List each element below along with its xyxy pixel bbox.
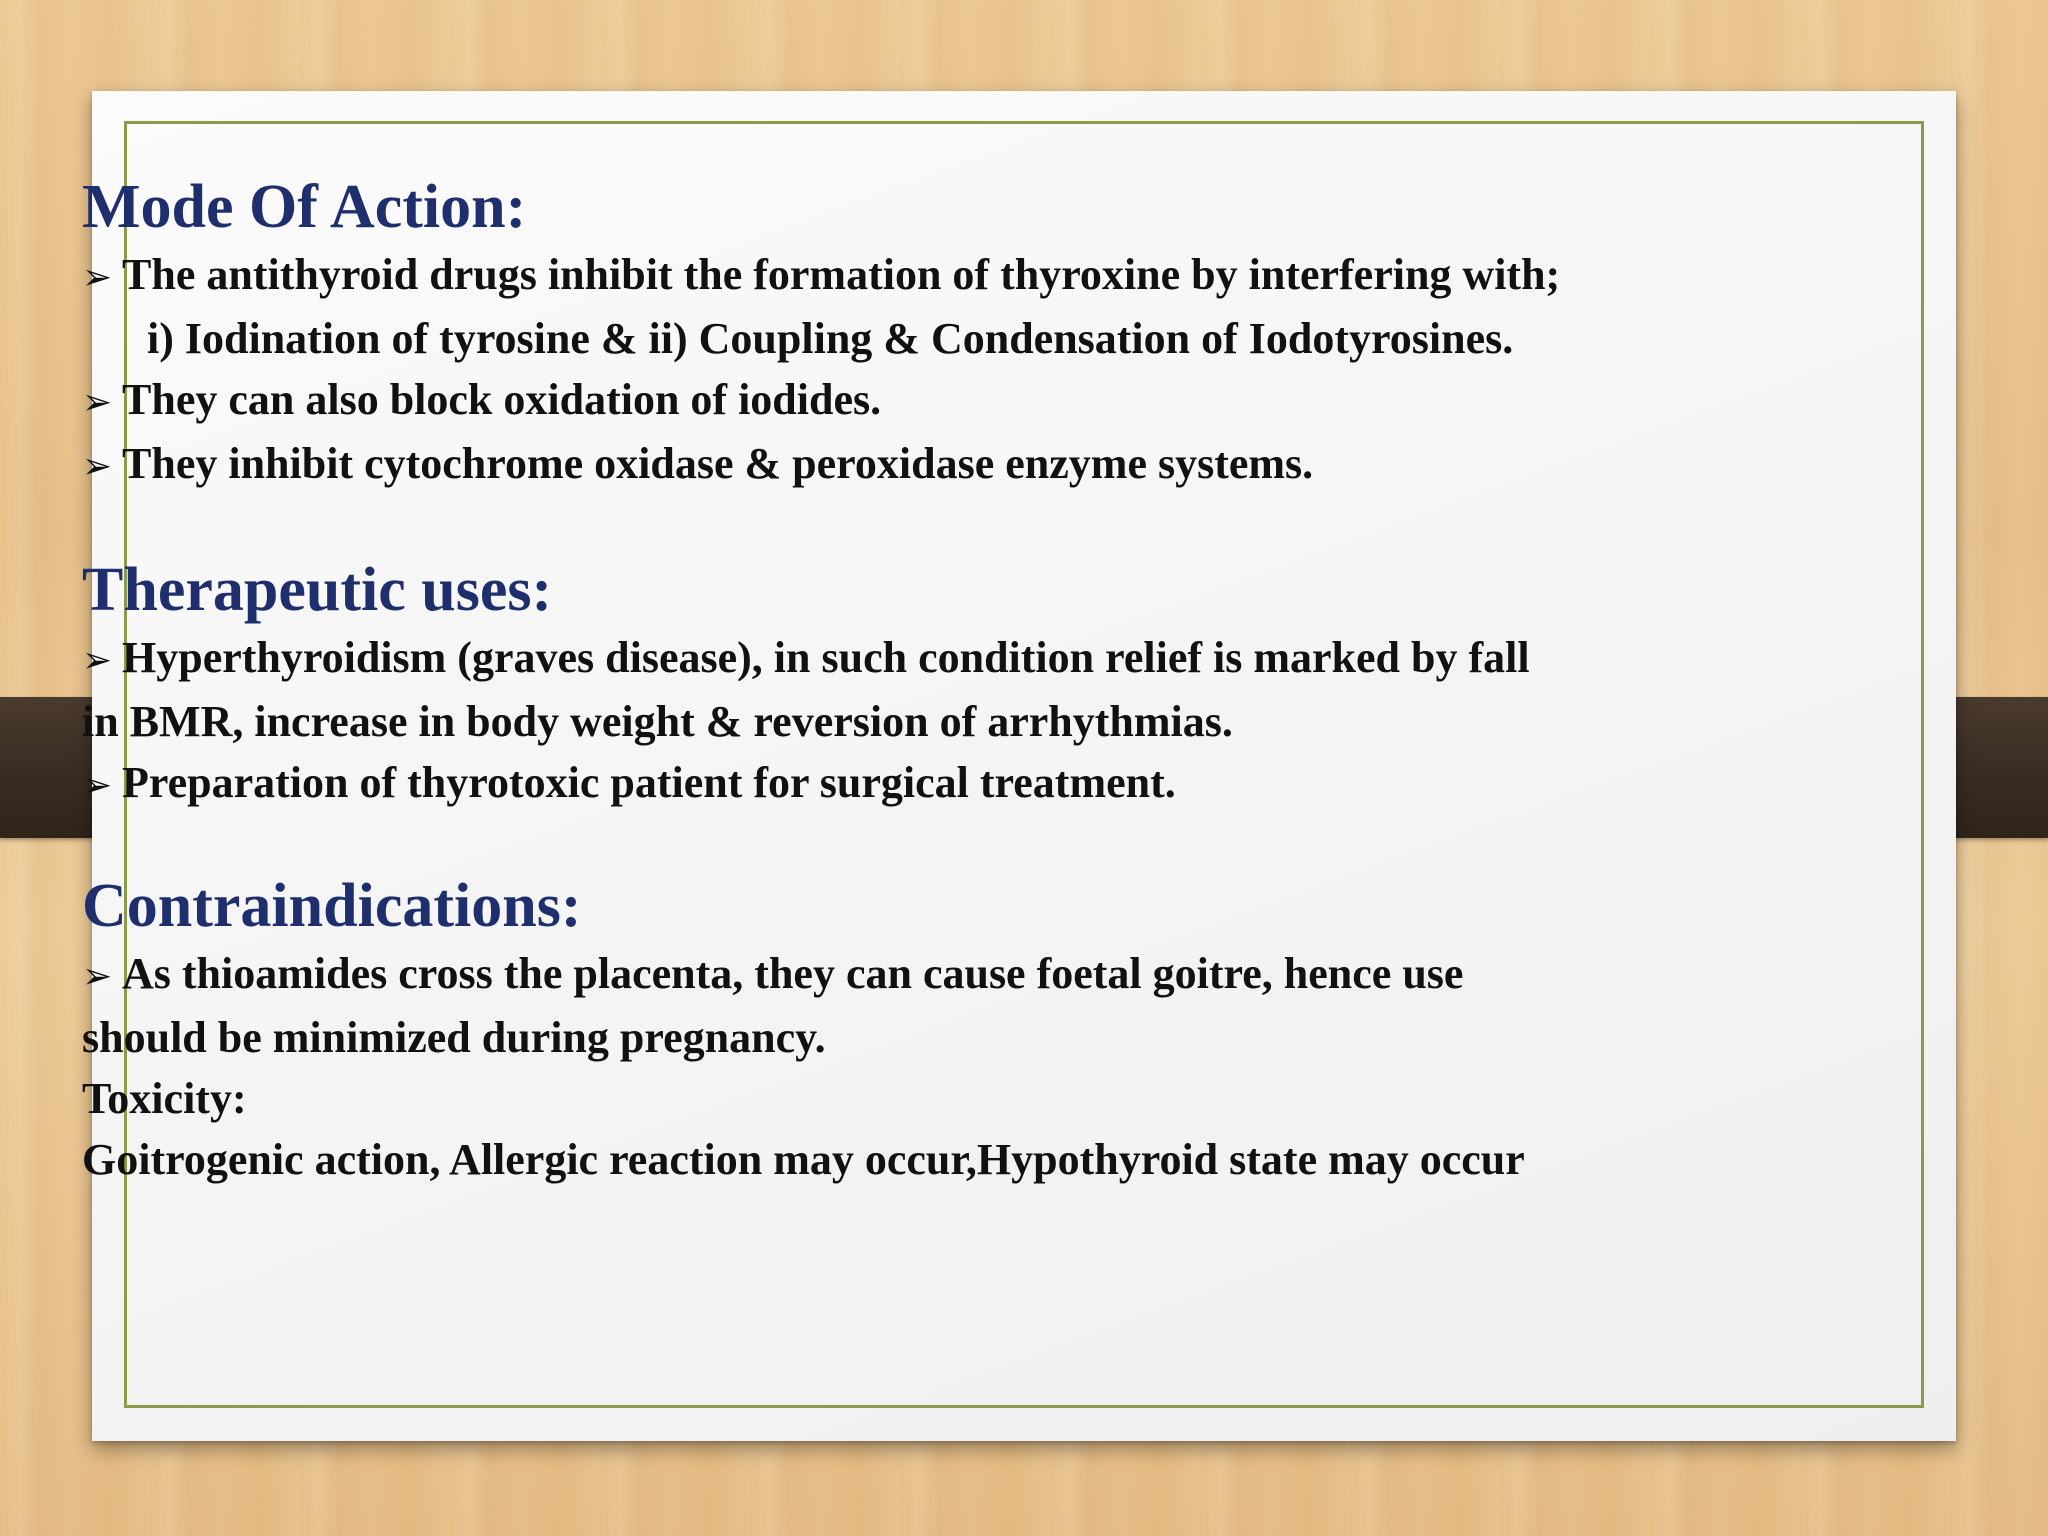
- bullet-text: They can also block oxidation of iodides.: [122, 375, 882, 424]
- section-spacer: [82, 497, 1902, 553]
- arrow-bullet-icon: ➢: [82, 382, 113, 423]
- toxicity-text: Goitrogenic action, Allergic reaction may occur,Hypothyroid state may occur: [82, 1135, 1525, 1184]
- toxicity-label: Toxicity:: [82, 1074, 247, 1123]
- bullet-continuation-text: i) Iodination of tyrosine & ii) Coupling & Condensation of Iodotyrosines.: [147, 314, 1514, 363]
- arrow-bullet-icon: ➢: [82, 765, 113, 806]
- bullet-item: [82, 244, 1902, 308]
- heading-contraindications: Contraindications:: [82, 872, 582, 940]
- slide-content: [82, 170, 1902, 1190]
- bullet-item: [82, 943, 1902, 1007]
- bullet-text: As thioamides cross the placenta, they can cause foetal goitre, hence use: [122, 949, 1464, 998]
- arrow-bullet-icon: ➢: [82, 640, 113, 681]
- bullet-text: Hyperthyroidism (graves disease), in such condition relief is marked by fall: [122, 633, 1530, 682]
- arrow-bullet-icon: ➢: [82, 446, 113, 487]
- bullet-text: Preparation of thyrotoxic patient for surgical treatment.: [122, 758, 1176, 807]
- bullet-continuation-text: should be minimized during pregnancy.: [82, 1013, 826, 1062]
- bullet-text: They inhibit cytochrome oxidase & peroxidase enzyme systems.: [122, 439, 1314, 488]
- bullet-item: [82, 752, 1902, 816]
- bullet-item: [82, 433, 1902, 497]
- bullet-item: [82, 627, 1902, 691]
- arrow-bullet-icon: ➢: [82, 956, 113, 997]
- heading-therapeutic-uses: Therapeutic uses:: [82, 556, 553, 624]
- heading-mode-of-action: Mode Of Action:: [82, 173, 527, 241]
- bullet-item: [82, 369, 1902, 433]
- bullet-continuation-text: in BMR, increase in body weight & reversion of arrhythmias.: [82, 697, 1233, 746]
- arrow-bullet-icon: ➢: [82, 257, 113, 298]
- section-spacer: [82, 816, 1902, 869]
- bullet-text: The antithyroid drugs inhibit the formation of thyroxine by interfering with;: [122, 250, 1561, 299]
